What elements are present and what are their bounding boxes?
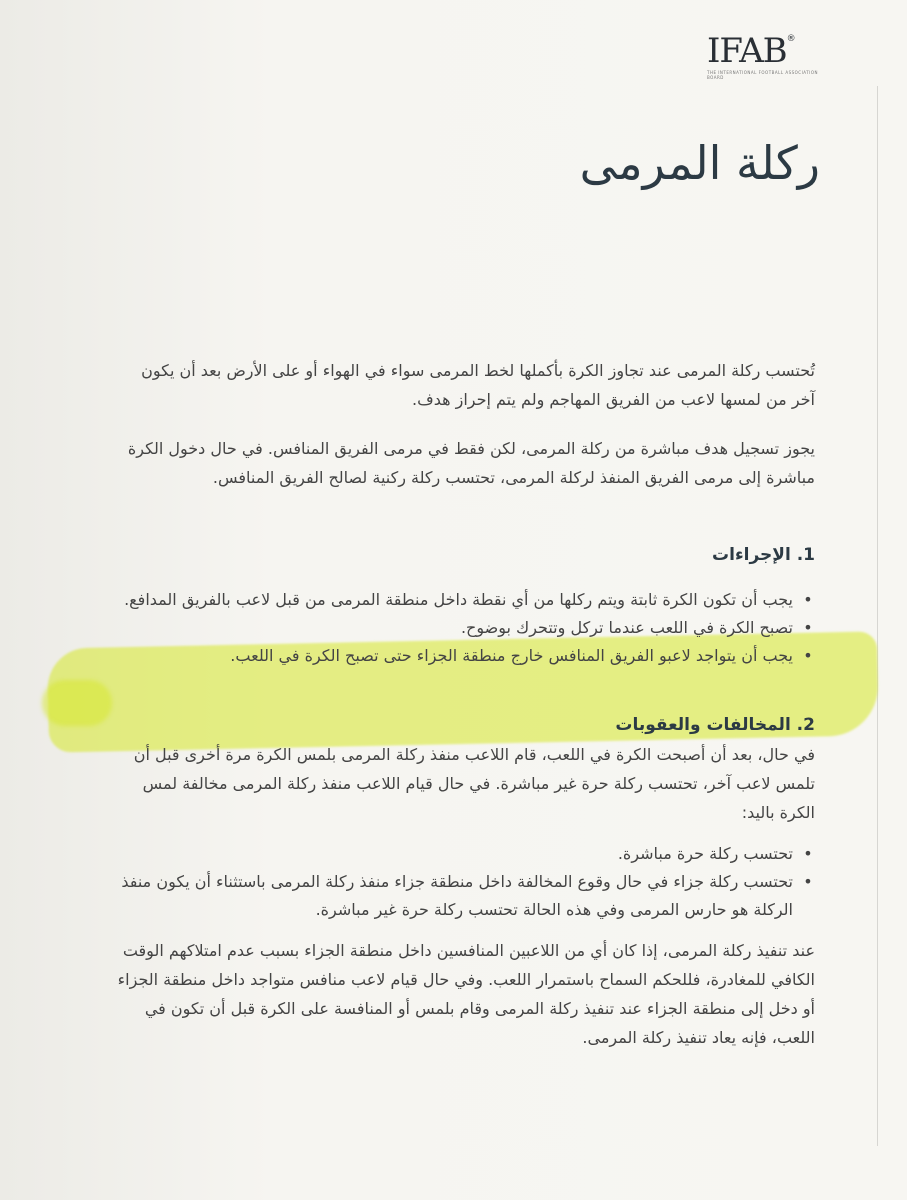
logo-registered: ® xyxy=(786,34,796,44)
list-item-text: يجب أن تكون الكرة ثابتة ويتم ركلها من أي نقطة داخل منطقة المرمى من قبل لاعب بالفريق المدافع. xyxy=(124,590,793,609)
bullet: • xyxy=(803,646,813,665)
list-item xyxy=(115,840,815,868)
sanctions-list xyxy=(115,840,815,924)
list-item-text: تحتسب ركلة حرة مباشرة. xyxy=(617,844,793,863)
list-item xyxy=(115,586,815,614)
page-title: ركلة المرمى xyxy=(579,136,820,190)
offences-paragraph-2: عند تنفيذ ركلة المرمى، إذا كان أي من اللاعبين المنافسين داخل منطقة الجزاء بسبب عدم امتلاكهم الوقت الكافي للمغادرة، فللحكم السماح باستمرار اللعب. وفي حال قيام لاعب منافس متواجد داخل منطقة الجزاء أو دخل إلى منطقة الجزاء عند تنفيذ ركلة المرمى وقام بلمس أو المنافسة على الكرة قبل أن تكون في اللعب، فإنه يعاد تنفيذ ركلة المرمى. xyxy=(117,941,815,1047)
bullet: • xyxy=(803,618,813,637)
ifab-logo xyxy=(707,31,827,80)
intro-paragraph-1: تُحتسب ركلة المرمى عند تجاوز الكرة بأكملها لخط المرمى سواء في الهواء أو على الأرض بعد أن يكون آخر من لمسها لاعب من الفريق المهاجم ولم يتم إحراز هدف. xyxy=(141,361,815,409)
intro-paragraph-2: يجوز تسجيل هدف مباشرة من ركلة المرمى، لكن فقط في مرمى الفريق المنافس. في حال دخول الكرة مباشرة إلى مرمى الفريق المنفذ لركلة المرمى، تحتسب ركلة ركنية لصالح الفريق المنافس. xyxy=(127,439,815,487)
list-item-text: تحتسب ركلة جزاء في حال وقوع المخالفة داخل منطقة جزاء منفذ ركلة المرمى باستثناء أن يكون منفذ الركلة هو حارس المرمى وفي هذه الحالة تحتسب ركلة حرة غير مباشرة. xyxy=(121,872,793,919)
bullet: • xyxy=(803,844,813,863)
list-item-text: يجب أن يتواجد لاعبو الفريق المنافس خارج منطقة الجزاء حتى تصبح الكرة في اللعب. xyxy=(230,646,793,665)
highlighter-mark-end xyxy=(42,680,112,726)
list-item xyxy=(115,614,815,642)
logo-subtext: THE INTERNATIONAL FOOTBALL ASSOCIATION BOARD xyxy=(707,70,818,80)
logo-text: IFAB xyxy=(707,31,787,71)
list-item xyxy=(115,868,815,924)
section-heading-offences: 2. المخالفات والعقوبات xyxy=(615,715,815,735)
bullet: • xyxy=(803,872,813,891)
offences-paragraph-1: في حال، بعد أن أصبحت الكرة في اللعب، قام اللاعب منفذ ركلة المرمى بلمس الكرة مرة أخرى قبل أن تلمس لاعب آخر، تحتسب ركلة حرة غير مباشرة. في حال قيام اللاعب منفذ ركلة المرمى مخالفة لمس الكرة باليد: xyxy=(133,745,815,822)
list-item xyxy=(115,642,815,670)
list-item-text: تصبح الكرة في اللعب عندما تركل وتتحرك بوضوح. xyxy=(460,618,793,637)
margin-rule xyxy=(877,86,878,1146)
procedure-list xyxy=(115,586,815,670)
section-heading-procedure: 1. الإجراءات xyxy=(712,545,815,565)
bullet: • xyxy=(803,590,813,609)
